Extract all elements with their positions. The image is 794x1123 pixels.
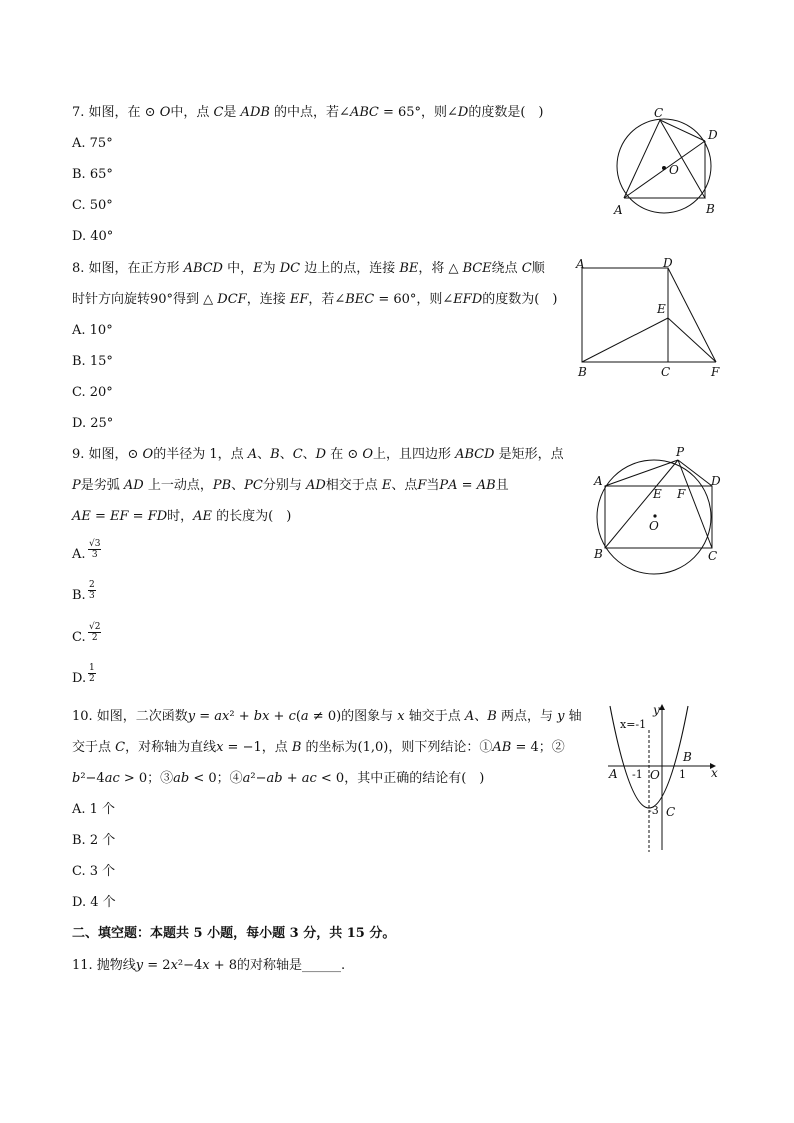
q8-label-b: B bbox=[578, 365, 587, 379]
q9-option-c-fraction bbox=[88, 622, 101, 643]
q7-label-b: B bbox=[706, 202, 715, 216]
q7-option-a: A. 75° bbox=[72, 136, 113, 151]
q7-label-d: D bbox=[708, 128, 718, 142]
q7-label-a: A bbox=[614, 203, 623, 217]
q7-option-d: D. 40° bbox=[72, 229, 114, 244]
q9-label-c: C bbox=[708, 549, 718, 563]
q9-option-d-letter: D. bbox=[72, 671, 87, 686]
q9-label-d: D bbox=[711, 474, 721, 488]
q8-segment-ef bbox=[668, 318, 716, 362]
q7-option-b: B. 65° bbox=[72, 167, 113, 182]
q8-label-e: E bbox=[657, 302, 666, 316]
q9-stem-line2: 𝑃是劣弧 𝐴𝐷 上一动点，𝑃𝐵、𝑃𝐶分别与 𝐴𝐷相交于点 𝐸、点𝐹当𝑃𝐴 = 𝐴𝐵且 bbox=[72, 478, 509, 493]
q9-label-b: B bbox=[594, 547, 603, 561]
q9-label-p: P bbox=[676, 445, 685, 459]
q9-option-c-letter: C. bbox=[72, 630, 86, 645]
q8-label-a: A bbox=[576, 257, 585, 271]
q10-label-y: y bbox=[653, 703, 660, 717]
q7-option-c: C. 50° bbox=[72, 198, 113, 213]
q10-option-a: A. 1 个 bbox=[72, 802, 116, 817]
q8-square bbox=[582, 268, 668, 362]
q9-option-a-fraction bbox=[88, 539, 101, 560]
q10-label-o: O bbox=[650, 768, 660, 782]
q9-option-a-numerator: √3 bbox=[89, 539, 101, 549]
q10-option-c: C. 3 个 bbox=[72, 864, 116, 879]
q9-option-a-letter: A. bbox=[72, 547, 86, 562]
q8-figure bbox=[570, 256, 730, 382]
q9-option-b-fraction bbox=[88, 580, 96, 601]
q9-stem-line3: 𝐴𝐸 = 𝐸𝐹 = 𝐹𝐷时，𝐴𝐸 的长度为( ) bbox=[72, 509, 292, 524]
q8-label-f: F bbox=[711, 365, 720, 379]
q8-option-b: B. 15° bbox=[72, 354, 113, 369]
q8-label-d: D bbox=[663, 256, 673, 270]
q10-label-c: C bbox=[666, 805, 676, 819]
q8-segment-df bbox=[668, 268, 716, 362]
q10-label-b: B bbox=[683, 750, 692, 764]
q9-option-b-numerator: 2 bbox=[89, 580, 95, 590]
q10-stem-line1: 10. 如图，二次函数𝑦 = 𝑎𝑥² + 𝑏𝑥 + 𝑐(𝑎 ≠ 0)的图象与 𝑥 轴交于点 𝐴、𝐵 两点，与 𝑦 轴 bbox=[72, 709, 582, 724]
q9-option-d-denominator: 2 bbox=[89, 674, 95, 684]
q8-option-c: C. 20° bbox=[72, 385, 113, 400]
q8-option-a: A. 10° bbox=[72, 323, 113, 338]
q10-figure bbox=[600, 700, 730, 854]
q8-label-c: C bbox=[661, 365, 671, 379]
q10-label-x: x bbox=[711, 766, 718, 780]
q10-label-axis: x=-1 bbox=[620, 718, 647, 731]
q7-figure bbox=[608, 102, 728, 222]
q7-label-o: O bbox=[669, 163, 679, 177]
q9-label-e: E bbox=[653, 487, 662, 501]
q8-stem-line1: 8. 如图，在正方形 𝐴𝐵𝐶𝐷 中，𝐸为 𝐷𝐶 边上的点，连接 𝐵𝐸，将 △ 𝐵𝐶𝐸绕点 𝐶顺 bbox=[72, 261, 545, 276]
q10-label-neg3: -3 bbox=[648, 804, 659, 817]
q7-triangle bbox=[624, 120, 705, 198]
q8-stem-line2: 时针方向旋转90°得到 △ 𝐷𝐶𝐹，连接 𝐸𝐹，若∠𝐵𝐸𝐶 = 60°，则∠𝐸𝐹𝐷的度数为( ) bbox=[72, 292, 558, 307]
q10-label-neg1: -1 bbox=[632, 768, 643, 781]
q10-stem-line3: 𝑏²−4𝑎𝑐 > 0；③𝑎𝑏 < 0；④𝑎²−𝑎𝑏 + 𝑎𝑐 < 0，其中正确的结论有( ) bbox=[72, 771, 485, 786]
q9-label-o: O bbox=[649, 519, 659, 533]
q9-center-dot bbox=[653, 514, 656, 517]
q10-option-d: D. 4 个 bbox=[72, 895, 116, 910]
q9-option-d-numerator: 1 bbox=[89, 663, 95, 673]
q10-y-axis-arrow bbox=[659, 704, 665, 710]
q9-option-c-denominator: 2 bbox=[91, 633, 98, 643]
q9-option-d-fraction bbox=[88, 663, 96, 684]
q8-segment-be bbox=[582, 318, 668, 362]
q11-stem: 11. 抛物线𝑦 = 2𝑥²−4𝑥 + 8的对称轴是______. bbox=[72, 958, 346, 973]
q7-stem: 7. 如图，在 ⊙ 𝑂中，点 𝐶是 𝐴𝐷𝐵 的中点，若∠𝐴𝐵𝐶 = 65°，则∠𝐷的度数是( ) bbox=[72, 105, 544, 120]
q9-stem-line1: 9. 如图，⊙ 𝑂的半径为 1，点 𝐴、𝐵、𝐶、𝐷 在 ⊙ 𝑂上，且四边形 𝐴𝐵𝐶𝐷 是矩形，点 bbox=[72, 447, 564, 462]
q9-figure bbox=[588, 440, 728, 580]
q7-label-c: C bbox=[654, 106, 664, 120]
q10-label-one: 1 bbox=[679, 768, 686, 781]
q7-center-dot bbox=[662, 166, 666, 170]
q9-label-a: A bbox=[594, 474, 603, 488]
q8-option-d: D. 25° bbox=[72, 416, 114, 431]
q10-label-a: A bbox=[609, 767, 618, 781]
q10-stem-line2: 交于点 𝐶，对称轴为直线𝑥 = −1，点 𝐵 的坐标为(1,0)，则下列结论：①𝐴𝐵 = 4；② bbox=[72, 740, 565, 755]
section-2-title: 二、填空题：本题共 5 小题，每小题 3 分，共 15 分。 bbox=[72, 926, 396, 941]
q9-option-b-letter: B. bbox=[72, 588, 86, 603]
q9-option-c-numerator: √2 bbox=[89, 622, 101, 632]
q10-option-b: B. 2 个 bbox=[72, 833, 116, 848]
q9-label-f: F bbox=[677, 487, 686, 501]
q9-option-b-denominator: 3 bbox=[89, 591, 95, 601]
q9-option-a-denominator: 3 bbox=[91, 550, 98, 560]
